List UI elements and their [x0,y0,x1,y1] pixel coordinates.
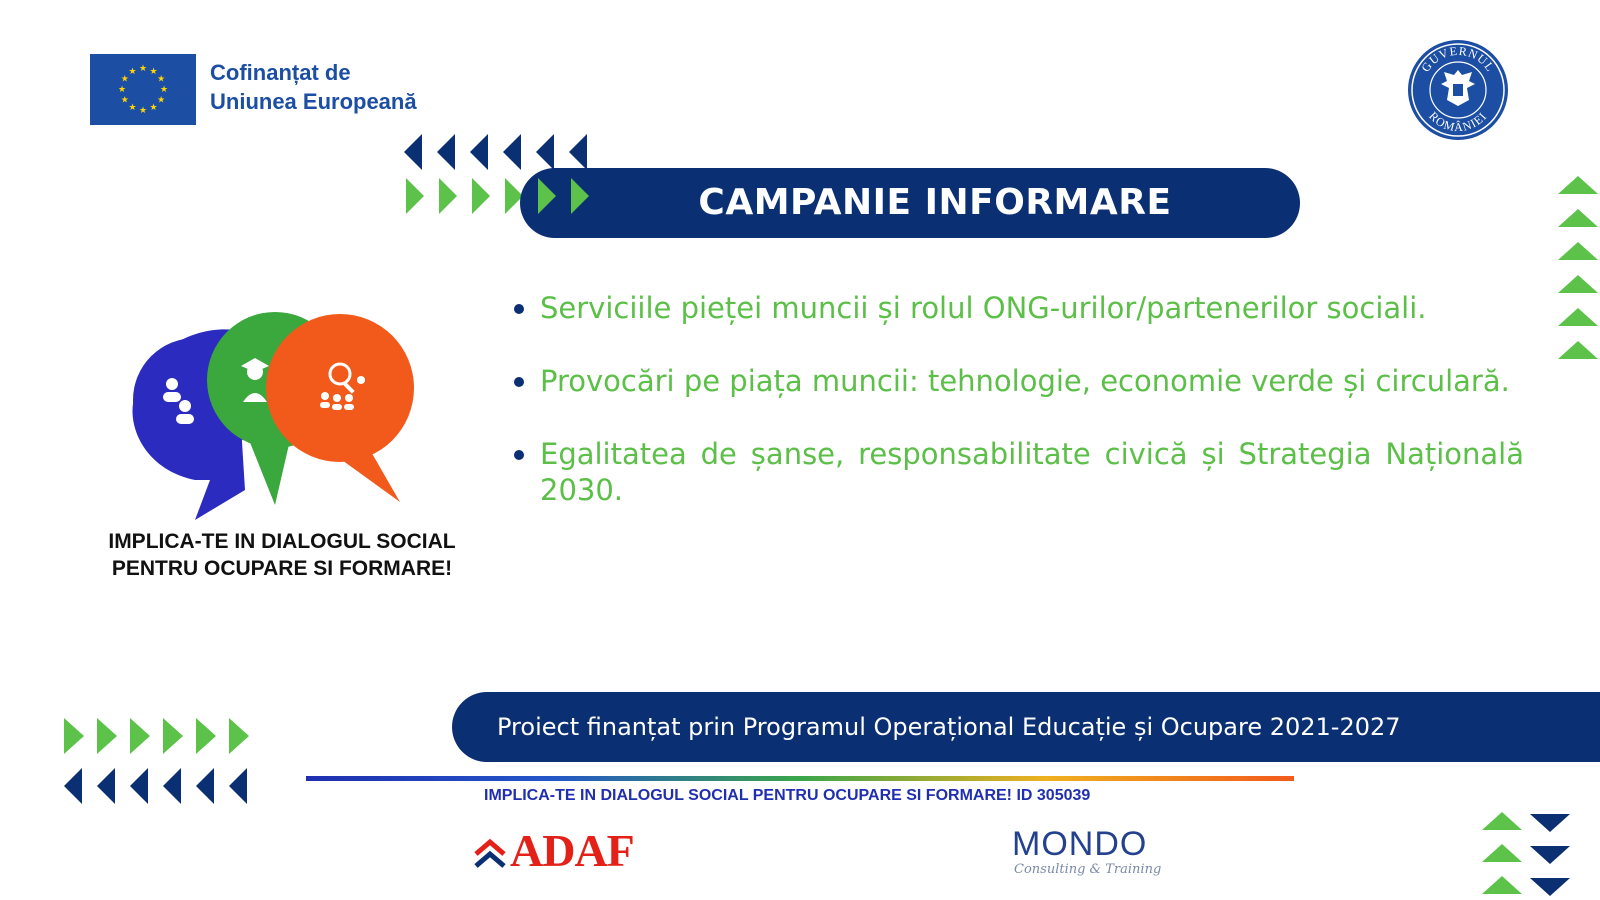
list-item [512,290,1524,326]
svg-text:★: ★ [120,95,129,106]
seal-bottom-text: ROMÂNIEI [1426,108,1490,135]
bullet-text: Provocări pe piața muncii: tehnologie, economie verde și circulară. [540,364,1510,398]
svg-text:★: ★ [138,64,148,74]
partner-adaf-logo: ADAF [510,825,634,876]
triangle-decoration-icon [1482,812,1572,900]
triangle-decoration-icon [1556,176,1600,362]
logo-caption-line-1: IMPLICA-TE IN DIALOGUL SOCIAL [108,530,456,553]
seal-top-text: GUVERNUL [1418,43,1498,75]
partner-mondo-subtitle: Consulting & Training [1014,862,1162,877]
svg-text:★: ★ [128,66,137,77]
gradient-divider [306,776,1294,781]
bullet-text: Egalitatea de șanse, responsabilitate civică și Strategia Națională 2030. [540,437,1524,507]
list-item [512,436,1524,508]
government-seal-icon [1406,38,1510,142]
eu-cofinancing-label [210,58,417,116]
bullet-text: Serviciile pieței muncii și rolul ONG-urilor/partenerilor sociali. [540,291,1427,325]
svg-text:★: ★ [149,66,158,77]
svg-text:★: ★ [157,74,166,85]
page-title: CAMPANIE INFORMARE [698,182,1172,223]
list-item [512,363,1524,399]
svg-text:★: ★ [157,95,166,106]
svg-text:★: ★ [117,85,127,95]
arrow-decoration-icon [62,718,258,808]
svg-text:★: ★ [128,103,137,114]
bullet-dot-icon [514,304,524,314]
logo-caption [92,528,472,582]
svg-text:★: ★ [149,103,158,114]
logo-caption-line-2: PENTRU OCUPARE SI FORMARE! [111,557,453,580]
funding-statement: Proiect finanțat prin Programul Operațional Educație și Ocupare 2021-2027 [497,713,1401,741]
partner-mondo-logo: MONDO [1012,825,1148,863]
speech-bubbles-logo-icon [125,310,425,525]
project-id-line: IMPLICA-TE IN DIALOGUL SOCIAL PENTRU OCUPARE SI FORMARE! ID 305039 [484,787,1091,804]
eu-line-2: Uniunea Europeană [210,89,417,114]
eu-flag-icon [90,54,196,125]
adaf-logo-icon [472,826,512,876]
svg-text:★: ★ [138,106,148,116]
bullet-dot-icon [514,450,524,460]
svg-text:★: ★ [159,85,169,95]
campaign-topics-list [512,290,1524,545]
bullet-dot-icon [514,377,524,387]
svg-text:★: ★ [120,74,129,85]
eu-line-1: Cofinanțat de [210,60,351,85]
